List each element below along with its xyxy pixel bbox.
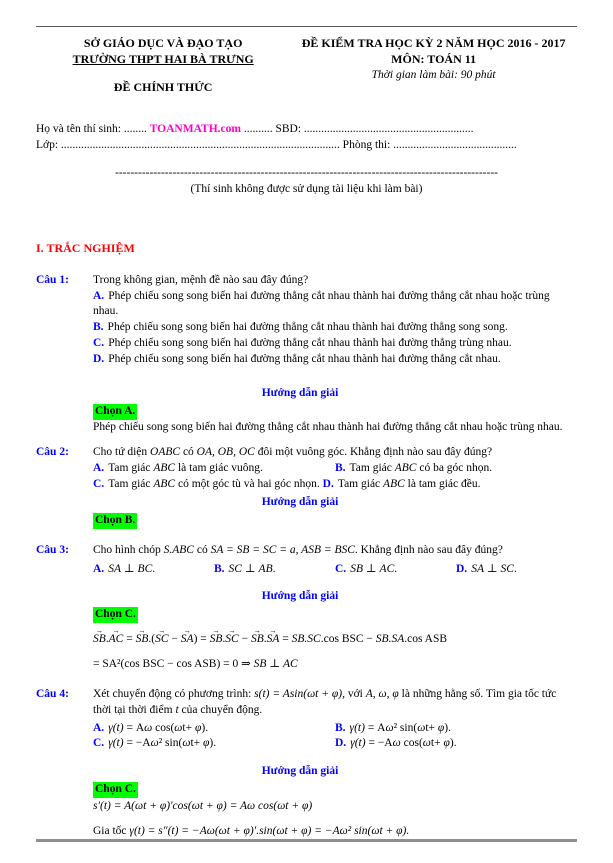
option-text: SA ⊥ BC. <box>108 562 156 575</box>
question-4-options-row-2 <box>93 736 577 752</box>
question-1-number: Câu 1: <box>36 273 69 286</box>
question-1-option-c <box>93 336 577 352</box>
question-2-option-d <box>323 478 481 490</box>
option-letter: A. <box>93 562 105 575</box>
question-3-option-d <box>456 562 577 578</box>
department-name: SỞ GIÁO DỤC VÀ ĐẠO TẠO <box>83 36 243 50</box>
option-letter: A. <box>93 289 105 302</box>
solution-formula-line-1: s′(t) = A(ωt + φ)′cos(ωt + φ) = Aω cos(ωt + φ) <box>93 800 313 813</box>
option-text: Phép chiếu song song biến hai đường thẳng cắt nhau thành hai đường thẳng cắt nhau. <box>108 353 501 366</box>
option-letter: B. <box>93 321 104 334</box>
answer-highlight: Chọn B. <box>93 513 137 529</box>
option-text: Phép chiếu song song biến hai đường thẳng cắt nhau thành hai đường thẳng cắt nhau hoặc trùng nhau. <box>93 289 550 318</box>
option-text: SC ⊥ AB. <box>228 562 276 575</box>
solution-formula-line-2: = SA²(cos BSC − cos ASB) = 0 ⇒ SB ⊥ AC <box>93 658 298 671</box>
question-1 <box>36 273 577 436</box>
question-4-option-c <box>93 736 335 752</box>
option-text: Tam giác ABC có ba góc nhọn. <box>349 462 493 475</box>
answer-line <box>93 513 577 529</box>
option-letter: A. <box>93 721 105 734</box>
solution-formula-line-2: Gia tốc γ(t) = s″(t) = −Aω(ωt + φ)′.sin(ωt + φ) = −Aω² sin(ωt + φ). <box>93 824 410 837</box>
section-title: I. TRẮC NGHIỆM <box>36 241 135 256</box>
option-text: Tam giác ABC là tam giác vuông. <box>108 462 263 475</box>
option-letter: D. <box>335 737 347 750</box>
answer-line <box>93 782 577 798</box>
option-text: Tam giác ABC có một góc tù và hai góc nhọn. <box>108 478 320 491</box>
student-name-line: Họ và tên thí sinh: ........ TOANMATH.com .......... SBD: ........................................................... <box>36 123 474 136</box>
question-3-stem: Cho hình chóp S.ABC có SA = SB = SC = a, ASB = BSC. Khẳng định nào sau đây đúng? <box>93 543 503 556</box>
solution-guide-heading: Hướng dẫn giải <box>261 386 339 399</box>
question-2-options-row-1 <box>93 461 577 477</box>
question-2-option-c <box>93 478 320 490</box>
dashed-divider: ---------------------------------------------------------------------------------------------------- <box>115 167 498 180</box>
question-1-body <box>93 273 577 436</box>
question-4-body <box>93 687 577 840</box>
answer-highlight: Chọn C. <box>93 782 138 798</box>
bottom-divider-rule <box>36 839 577 842</box>
option-letter: C. <box>93 737 105 750</box>
answer-line <box>93 404 577 420</box>
student-class-line: Lớp: ................................................................................................. Phòng thi: ........................................... <box>36 138 517 151</box>
header-right-block <box>290 36 577 95</box>
question-4-option-a <box>93 721 335 737</box>
option-text: SB ⊥ AC. <box>350 562 398 575</box>
question-4-number: Câu 4: <box>36 687 69 700</box>
exam-subject: MÔN: TOÁN 11 <box>391 51 477 66</box>
exam-note: (Thí sinh không được sử dụng tài liệu khi làm bài) <box>190 183 423 196</box>
question-1-option-a <box>93 289 577 321</box>
option-letter: A. <box>93 462 105 475</box>
question-4-options-row-1 <box>93 721 577 737</box>
option-letter: C. <box>93 478 105 491</box>
question-3-option-b <box>214 562 335 578</box>
option-text: γ(t) = −Aω cos(ωt+ φ). <box>350 737 457 750</box>
question-3-options-row <box>93 562 577 578</box>
question-1-option-d <box>93 352 577 368</box>
option-text: Phép chiếu song song biến hai đường thẳng cắt nhau thành hai đường thẳng song song. <box>107 321 508 334</box>
option-letter: D. <box>93 353 105 366</box>
question-2-option-b <box>335 461 492 477</box>
exam-title: ĐỀ KIỂM TRA HỌC KỲ 2 NĂM HỌC 2016 - 2017 <box>301 36 566 50</box>
option-letter: B. <box>335 721 346 734</box>
question-2-options-row-2 <box>93 477 577 493</box>
top-divider-rule <box>36 26 577 27</box>
option-letter: C. <box>93 337 105 350</box>
option-text: γ(t) = Aω² sin(ωt+ φ). <box>349 721 451 734</box>
question-4 <box>36 687 577 840</box>
question-1-stem: Trong không gian, mệnh đề nào sau đây đúng? <box>93 273 309 286</box>
option-letter: B. <box>214 562 225 575</box>
question-3-option-c <box>335 562 456 578</box>
option-text: γ(t) = −Aω² sin(ωt+ φ). <box>108 737 217 750</box>
option-letter: B. <box>335 462 346 475</box>
option-text: γ(t) = Aω cos(ωt+ φ). <box>108 721 209 734</box>
question-4-stem: Xét chuyển động có phương trình: s(t) = Asin(ωt + φ), với A, ω, φ là những hằng số. Tìm gia tốc tức thời tại thời điểm t của chuyển động. <box>93 687 557 716</box>
answer-line <box>93 607 577 623</box>
solution-text: Phép chiếu song song biến hai đường thẳng cắt nhau thành hai đường thẳng cắt nhau hoặc trùng nhau. <box>93 420 563 433</box>
question-4-option-b <box>335 721 451 737</box>
exam-header <box>36 36 577 95</box>
question-3-body <box>93 543 577 673</box>
header-left-block <box>36 36 290 95</box>
answer-highlight: Chọn A. <box>93 404 137 420</box>
school-name: TRƯỜNG THPT HAI BÀ TRƯNG <box>72 51 254 66</box>
solution-formula-line-1: SB →.AC → = SB →.(SC → − SA →) = SB →.SC → − SB →.SA → = SB.SC.cos BSC − SB.SA.cos ASB <box>93 632 577 648</box>
question-2-option-a <box>93 461 335 477</box>
question-4-option-d <box>335 736 457 752</box>
option-text: Phép chiếu song song biến hai đường thẳng cắt nhau thành hai đường thẳng trùng nhau. <box>108 337 512 350</box>
option-text: SA ⊥ SC. <box>471 562 517 575</box>
solution-guide-heading: Hướng dẫn giải <box>261 496 339 509</box>
option-letter: C. <box>335 562 347 575</box>
option-letter: D. <box>322 478 334 491</box>
solution-guide-heading: Hướng dẫn giải <box>261 590 339 603</box>
option-text: Tam giác ABC là tam giác đều. <box>337 478 481 491</box>
question-1-option-b <box>93 320 577 336</box>
question-2 <box>36 445 577 528</box>
question-2-body <box>93 445 577 528</box>
question-3 <box>36 543 577 673</box>
answer-highlight: Chọn C. <box>93 607 138 623</box>
exam-duration: Thời gian làm bài: 90 phút <box>371 68 496 81</box>
option-letter: D. <box>456 562 468 575</box>
question-2-stem: Cho tứ diện OABC có OA, OB, OC đôi một vuông góc. Khẳng định nào sau đây đúng? <box>93 446 493 459</box>
question-3-option-a <box>93 562 214 578</box>
solution-guide-heading: Hướng dẫn giải <box>261 765 339 778</box>
official-exam-stamp: ĐỀ CHÍNH THỨC <box>113 79 213 94</box>
question-3-number: Câu 3: <box>36 543 69 556</box>
question-2-number: Câu 2: <box>36 446 69 459</box>
